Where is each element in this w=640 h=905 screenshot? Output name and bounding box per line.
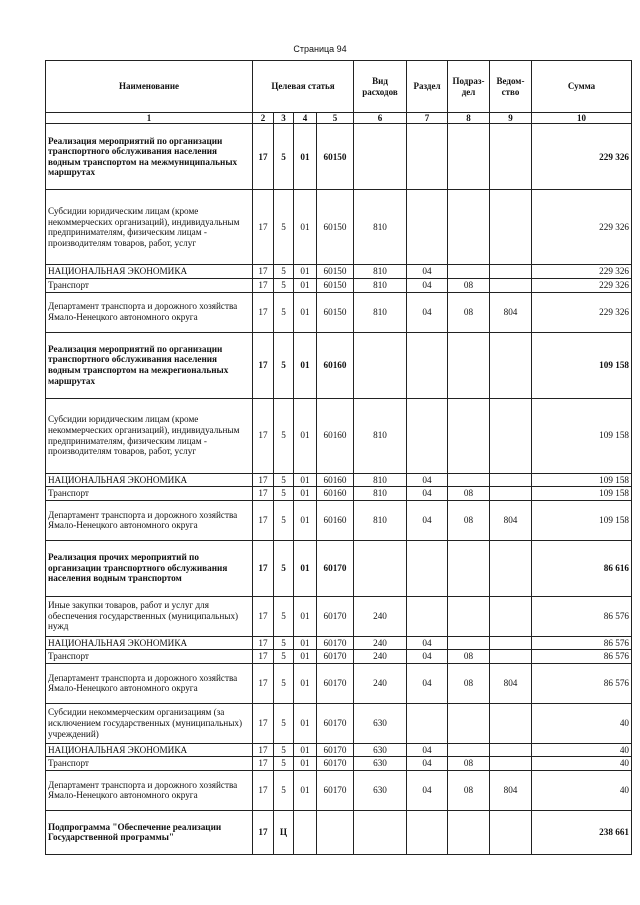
row-expense-type: 810 <box>354 292 407 332</box>
row-subsection <box>448 265 490 279</box>
table-row <box>46 265 632 279</box>
row-direction-code: 60170 <box>317 663 354 703</box>
row-subprogram-code: 5 <box>274 265 294 279</box>
row-subsection <box>448 398 490 473</box>
row-subprogram-code: 5 <box>274 278 294 292</box>
row-subsection: 08 <box>448 487 490 501</box>
row-subprogram-code: 5 <box>274 540 294 596</box>
row-section: 04 <box>407 757 448 771</box>
row-department-code <box>490 398 532 473</box>
row-direction-code: 60160 <box>317 500 354 540</box>
row-expense-type: 630 <box>354 757 407 771</box>
column-number: 5 <box>317 113 354 124</box>
row-main-event-code: 01 <box>294 292 317 332</box>
row-department-code <box>490 636 532 650</box>
table-row <box>46 540 632 596</box>
row-amount: 109 158 <box>532 398 632 473</box>
row-direction-code: 60150 <box>317 278 354 292</box>
row-amount: 229 326 <box>532 292 632 332</box>
row-name: Субсидии юридическим лицам (кроме некоммерческих организаций), индивидуальным предпринимателям, физическим лицам - производителям товаров, работ, услуг <box>46 398 253 473</box>
row-amount: 40 <box>532 757 632 771</box>
row-department-code <box>490 703 532 743</box>
column-number: 10 <box>532 113 632 124</box>
row-amount: 238 661 <box>532 810 632 854</box>
row-section <box>407 190 448 265</box>
table-row <box>46 398 632 473</box>
table-row <box>46 487 632 501</box>
row-department-code <box>490 540 532 596</box>
row-amount: 229 326 <box>532 190 632 265</box>
row-main-event-code: 01 <box>294 650 317 664</box>
row-subsection <box>448 636 490 650</box>
row-expense-type: 810 <box>354 487 407 501</box>
row-main-event-code <box>294 810 317 854</box>
row-section: 04 <box>407 636 448 650</box>
column-number: 2 <box>253 113 274 124</box>
row-subsection <box>448 124 490 190</box>
row-name: Реализация мероприятий по организации транспортного обслуживания населения водным транспортом на межмуниципальных маршрутах <box>46 124 253 190</box>
row-department-code <box>490 650 532 664</box>
row-department-code <box>490 810 532 854</box>
row-main-event-code: 01 <box>294 332 317 398</box>
row-section: 04 <box>407 487 448 501</box>
row-name: Транспорт <box>46 487 253 501</box>
row-name: Департамент транспорта и дорожного хозяйства Ямало-Ненецкого автономного округа <box>46 500 253 540</box>
row-subsection: 08 <box>448 770 490 810</box>
row-department-code <box>490 743 532 757</box>
row-direction-code: 60170 <box>317 596 354 636</box>
row-expense-type: 240 <box>354 650 407 664</box>
row-subsection: 08 <box>448 278 490 292</box>
row-expense-type: 630 <box>354 703 407 743</box>
table-row <box>46 124 632 190</box>
row-section: 04 <box>407 473 448 487</box>
row-expense-type: 810 <box>354 473 407 487</box>
row-program-code: 17 <box>253 596 274 636</box>
row-subprogram-code: 5 <box>274 398 294 473</box>
row-main-event-code: 01 <box>294 278 317 292</box>
row-program-code: 17 <box>253 663 274 703</box>
row-program-code: 17 <box>253 487 274 501</box>
row-subsection: 08 <box>448 500 490 540</box>
row-amount: 40 <box>532 770 632 810</box>
row-expense-type: 240 <box>354 663 407 703</box>
row-expense-type <box>354 810 407 854</box>
row-section <box>407 810 448 854</box>
row-department-code: 804 <box>490 770 532 810</box>
row-main-event-code: 01 <box>294 540 317 596</box>
row-subprogram-code: 5 <box>274 124 294 190</box>
row-direction-code: 60170 <box>317 743 354 757</box>
row-subprogram-code: 5 <box>274 190 294 265</box>
row-program-code: 17 <box>253 332 274 398</box>
row-section: 04 <box>407 663 448 703</box>
row-main-event-code: 01 <box>294 487 317 501</box>
header-vid: Вид расходов <box>354 61 407 113</box>
column-number: 6 <box>354 113 407 124</box>
row-amount: 109 158 <box>532 487 632 501</box>
row-expense-type: 240 <box>354 596 407 636</box>
row-subprogram-code: 5 <box>274 473 294 487</box>
table-row <box>46 703 632 743</box>
row-name: Департамент транспорта и дорожного хозяйства Ямало-Ненецкого автономного округа <box>46 292 253 332</box>
row-amount: 86 576 <box>532 596 632 636</box>
row-subsection <box>448 540 490 596</box>
row-program-code: 17 <box>253 278 274 292</box>
table-row <box>46 500 632 540</box>
row-section <box>407 596 448 636</box>
row-program-code: 17 <box>253 190 274 265</box>
row-program-code: 17 <box>253 265 274 279</box>
row-department-code: 804 <box>490 500 532 540</box>
row-name: НАЦИОНАЛЬНАЯ ЭКОНОМИКА <box>46 473 253 487</box>
row-section <box>407 124 448 190</box>
column-number: 7 <box>407 113 448 124</box>
row-direction-code: 60170 <box>317 757 354 771</box>
row-amount: 86 616 <box>532 540 632 596</box>
row-main-event-code: 01 <box>294 703 317 743</box>
header-name: Наименование <box>46 61 253 113</box>
table-row <box>46 663 632 703</box>
row-main-event-code: 01 <box>294 636 317 650</box>
row-program-code: 17 <box>253 473 274 487</box>
page-label: Страница 94 <box>293 44 347 54</box>
row-subprogram-code: Ц <box>274 810 294 854</box>
row-main-event-code: 01 <box>294 500 317 540</box>
row-department-code <box>490 757 532 771</box>
header-target: Целевая статья <box>253 61 354 113</box>
row-expense-type: 810 <box>354 190 407 265</box>
row-amount: 40 <box>532 703 632 743</box>
row-department-code <box>490 332 532 398</box>
row-main-event-code: 01 <box>294 596 317 636</box>
row-name: Департамент транспорта и дорожного хозяйства Ямало-Ненецкого автономного округа <box>46 770 253 810</box>
row-direction-code: 60170 <box>317 703 354 743</box>
row-direction-code: 60170 <box>317 540 354 596</box>
row-direction-code: 60150 <box>317 265 354 279</box>
row-name: НАЦИОНАЛЬНАЯ ЭКОНОМИКА <box>46 265 253 279</box>
header-summa: Сумма <box>532 61 632 113</box>
row-amount: 40 <box>532 743 632 757</box>
row-main-event-code: 01 <box>294 663 317 703</box>
row-main-event-code: 01 <box>294 265 317 279</box>
row-program-code: 17 <box>253 500 274 540</box>
row-main-event-code: 01 <box>294 757 317 771</box>
row-subprogram-code: 5 <box>274 487 294 501</box>
budget-table <box>45 60 632 855</box>
row-subsection <box>448 596 490 636</box>
header-razdel: Раздел <box>407 61 448 113</box>
row-direction-code <box>317 810 354 854</box>
row-main-event-code: 01 <box>294 124 317 190</box>
row-direction-code: 60160 <box>317 487 354 501</box>
row-amount: 86 576 <box>532 663 632 703</box>
table-row <box>46 743 632 757</box>
column-number: 4 <box>294 113 317 124</box>
row-direction-code: 60170 <box>317 636 354 650</box>
row-amount: 109 158 <box>532 332 632 398</box>
row-subsection <box>448 473 490 487</box>
row-section: 04 <box>407 278 448 292</box>
row-department-code: 804 <box>490 663 532 703</box>
row-subsection <box>448 703 490 743</box>
row-program-code: 17 <box>253 757 274 771</box>
row-amount: 109 158 <box>532 473 632 487</box>
row-amount: 229 326 <box>532 265 632 279</box>
row-amount: 109 158 <box>532 500 632 540</box>
row-subprogram-code: 5 <box>274 636 294 650</box>
row-department-code <box>490 278 532 292</box>
row-subsection: 08 <box>448 757 490 771</box>
column-number-row <box>46 113 632 124</box>
table-row <box>46 770 632 810</box>
row-subsection <box>448 190 490 265</box>
row-program-code: 17 <box>253 810 274 854</box>
table-row <box>46 292 632 332</box>
row-section: 04 <box>407 770 448 810</box>
table-row <box>46 757 632 771</box>
row-main-event-code: 01 <box>294 743 317 757</box>
row-expense-type: 810 <box>354 398 407 473</box>
row-direction-code: 60160 <box>317 332 354 398</box>
row-program-code: 17 <box>253 292 274 332</box>
row-subprogram-code: 5 <box>274 596 294 636</box>
row-direction-code: 60160 <box>317 473 354 487</box>
row-main-event-code: 01 <box>294 190 317 265</box>
row-section <box>407 332 448 398</box>
row-expense-type: 240 <box>354 636 407 650</box>
table-row <box>46 190 632 265</box>
row-main-event-code: 01 <box>294 473 317 487</box>
row-section <box>407 703 448 743</box>
row-subsection: 08 <box>448 663 490 703</box>
column-number: 1 <box>46 113 253 124</box>
row-department-code <box>490 473 532 487</box>
header-podrazdel: Подраз-дел <box>448 61 490 113</box>
row-subprogram-code: 5 <box>274 770 294 810</box>
row-name: НАЦИОНАЛЬНАЯ ЭКОНОМИКА <box>46 743 253 757</box>
row-section: 04 <box>407 292 448 332</box>
row-program-code: 17 <box>253 743 274 757</box>
table-row <box>46 332 632 398</box>
row-direction-code: 60160 <box>317 398 354 473</box>
row-subprogram-code: 5 <box>274 650 294 664</box>
row-subprogram-code: 5 <box>274 332 294 398</box>
row-name: Транспорт <box>46 757 253 771</box>
row-section <box>407 540 448 596</box>
row-department-code <box>490 124 532 190</box>
row-name: Субсидии некоммерческим организациям (за исключением государственных (муниципальных) учреждений) <box>46 703 253 743</box>
row-amount: 229 326 <box>532 124 632 190</box>
row-program-code: 17 <box>253 703 274 743</box>
row-expense-type: 810 <box>354 500 407 540</box>
table-row <box>46 810 632 854</box>
row-main-event-code: 01 <box>294 398 317 473</box>
row-direction-code: 60150 <box>317 124 354 190</box>
row-section: 04 <box>407 650 448 664</box>
row-subprogram-code: 5 <box>274 743 294 757</box>
row-section: 04 <box>407 265 448 279</box>
row-direction-code: 60170 <box>317 650 354 664</box>
row-expense-type: 630 <box>354 770 407 810</box>
row-subsection <box>448 743 490 757</box>
row-program-code: 17 <box>253 540 274 596</box>
row-subsection: 08 <box>448 292 490 332</box>
row-direction-code: 60150 <box>317 292 354 332</box>
row-department-code <box>490 487 532 501</box>
row-department-code <box>490 265 532 279</box>
column-number: 3 <box>274 113 294 124</box>
row-department-code <box>490 190 532 265</box>
row-section <box>407 398 448 473</box>
row-name: Реализация прочих мероприятий по организации транспортного обслуживания населения водным транспортом <box>46 540 253 596</box>
table-row <box>46 596 632 636</box>
row-department-code <box>490 596 532 636</box>
row-subsection <box>448 332 490 398</box>
row-name: Департамент транспорта и дорожного хозяйства Ямало-Ненецкого автономного округа <box>46 663 253 703</box>
row-name: Иные закупки товаров, работ и услуг для обеспечения государственных (муниципальных) нужд <box>46 596 253 636</box>
row-subsection <box>448 810 490 854</box>
table-row <box>46 650 632 664</box>
row-section: 04 <box>407 743 448 757</box>
row-expense-type: 810 <box>354 278 407 292</box>
row-department-code: 804 <box>490 292 532 332</box>
row-program-code: 17 <box>253 124 274 190</box>
row-name: НАЦИОНАЛЬНАЯ ЭКОНОМИКА <box>46 636 253 650</box>
row-name: Подпрограмма "Обеспечение реализации Государственной программы" <box>46 810 253 854</box>
table-header-row <box>46 61 632 113</box>
row-program-code: 17 <box>253 636 274 650</box>
column-number: 9 <box>490 113 532 124</box>
header-vedomstvo: Ведом-ство <box>490 61 532 113</box>
row-subprogram-code: 5 <box>274 703 294 743</box>
row-amount: 86 576 <box>532 636 632 650</box>
row-direction-code: 60150 <box>317 190 354 265</box>
row-name: Субсидии юридическим лицам (кроме некоммерческих организаций), индивидуальным предпринимателям, физическим лицам - производителям товаров, работ, услуг <box>46 190 253 265</box>
row-program-code: 17 <box>253 770 274 810</box>
row-section: 04 <box>407 500 448 540</box>
row-subprogram-code: 5 <box>274 292 294 332</box>
row-program-code: 17 <box>253 650 274 664</box>
row-amount: 229 326 <box>532 278 632 292</box>
row-subprogram-code: 5 <box>274 500 294 540</box>
row-amount: 86 576 <box>532 650 632 664</box>
row-expense-type <box>354 332 407 398</box>
row-subsection: 08 <box>448 650 490 664</box>
table-row <box>46 278 632 292</box>
table-row <box>46 636 632 650</box>
column-number: 8 <box>448 113 490 124</box>
row-main-event-code: 01 <box>294 770 317 810</box>
table-row <box>46 473 632 487</box>
row-expense-type: 810 <box>354 265 407 279</box>
row-subprogram-code: 5 <box>274 757 294 771</box>
row-program-code: 17 <box>253 398 274 473</box>
row-expense-type: 630 <box>354 743 407 757</box>
row-name: Транспорт <box>46 650 253 664</box>
row-subprogram-code: 5 <box>274 663 294 703</box>
row-expense-type <box>354 124 407 190</box>
row-name: Реализация мероприятий по организации транспортного обслуживания населения водным транспортом на межрегиональных маршрутах <box>46 332 253 398</box>
row-expense-type <box>354 540 407 596</box>
row-direction-code: 60170 <box>317 770 354 810</box>
row-name: Транспорт <box>46 278 253 292</box>
